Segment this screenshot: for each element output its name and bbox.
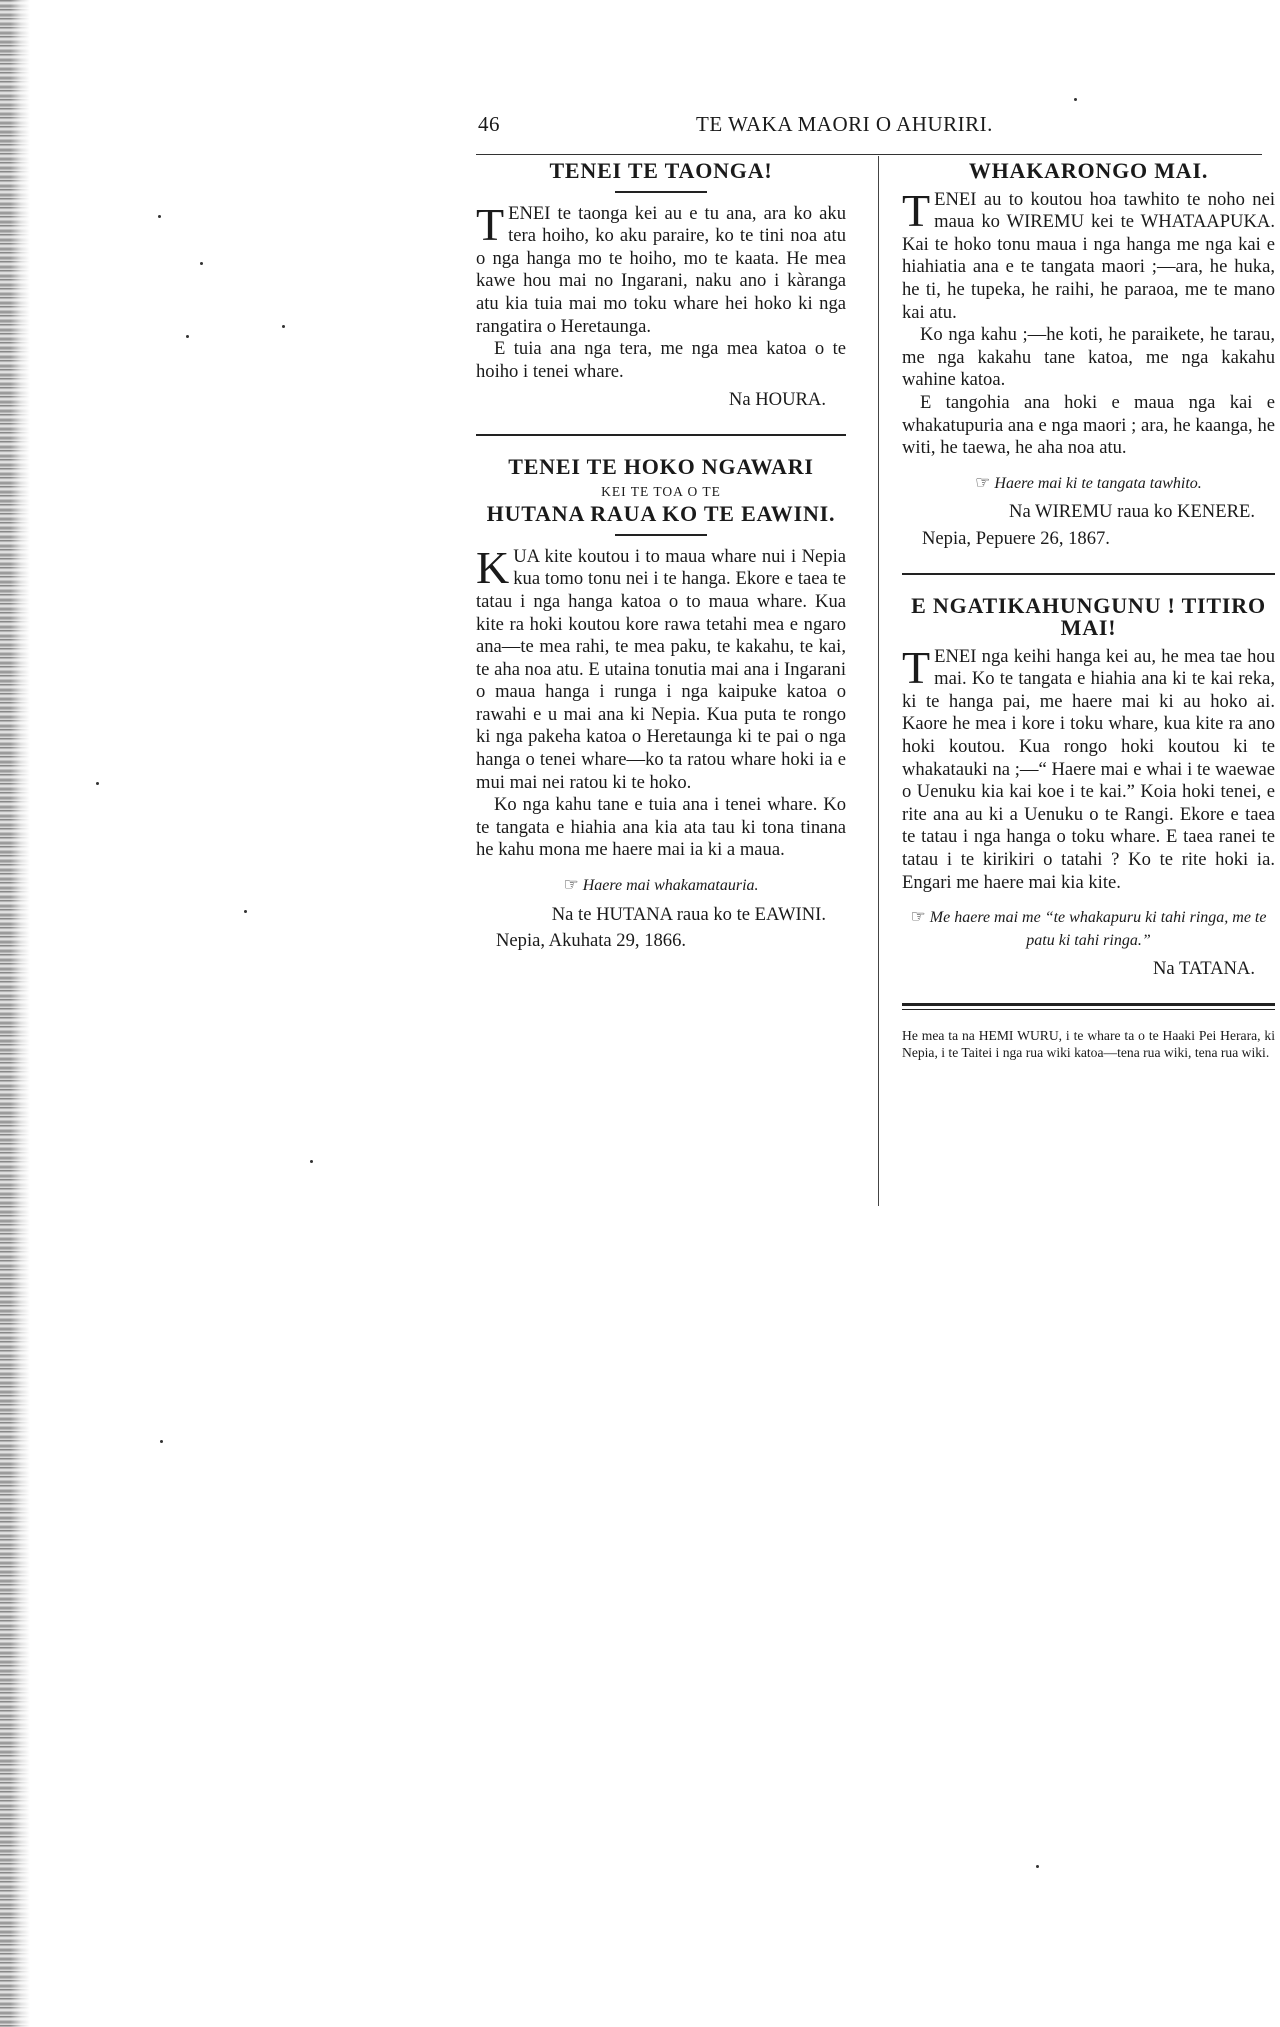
page-number: 46 [478, 112, 500, 136]
scan-speck [186, 335, 189, 338]
title-rule [615, 534, 707, 536]
drop-cap: K [476, 541, 510, 593]
advert-note: ☞ Haere mai whakamatauria. [563, 875, 759, 895]
advert-signature: Na HOURA. [728, 389, 826, 411]
header-rule [476, 154, 1262, 155]
advert-body: ENEI au to koutou hoa tawhito te noho nei maua ko WIREMU kei te WHATAAPUKA. Kai te hoko tonu maua i nga hanga me nga kai e hiahiatia ana e te tangata maori ;—ara, he huka, he ti, he tupeka, he raihi, he paraoa, me te mano kai atu. [902, 188, 1275, 323]
advert-note: ☞ Haere mai ki te tangata tawhito. [975, 472, 1202, 492]
drop-cap: T [476, 198, 505, 250]
advert-tenei-te-taonga [476, 160, 846, 412]
advert-whakarongo-mai [902, 160, 1275, 551]
scan-speck [282, 325, 285, 328]
advert-date: Nepia, Akuhata 29, 1866. [496, 930, 687, 952]
double-rule [902, 1003, 1275, 1010]
advert-paragraph: Ko nga kahu ;—he koti, he paraikete, he tarau, me nga kakahu tane katoa, me nga kakahu wahine katoa. [902, 324, 1275, 391]
column-divider [878, 156, 879, 1206]
pointing-hand-icon: ☞ [910, 907, 926, 927]
advert-signature: Na te HUTANA raua ko te EAWINI. [551, 903, 826, 925]
left-column [476, 160, 846, 953]
advert-title: TENEI TE TAONGA! [549, 158, 773, 183]
scan-speck [244, 910, 247, 913]
page-header [478, 112, 1258, 142]
scan-speck [160, 1440, 163, 1443]
running-head: TE WAKA MAORI O AHURIRI. [696, 112, 993, 136]
advert-date: Nepia, Pepuere 26, 1867. [922, 527, 1110, 549]
scan-speck [200, 262, 203, 265]
advert-paragraph: E tangohia ana hoki e maua nga kai e whakatupuria ana e nga maori ; ara, he kaanga, he witi, he taewa, he aha noa atu. [902, 391, 1275, 459]
right-column [902, 160, 1275, 1061]
advert-title: TENEI TE HOKO NGAWARI [508, 453, 814, 479]
scan-speck [158, 215, 161, 218]
advert-title: E NGATIKAHUNGUNU ! TITIRO MAI! [911, 592, 1266, 641]
advert-ngatikahungunu [902, 592, 1275, 982]
scan-edge-shadow [0, 0, 30, 2027]
printer-imprint: He mea ta na HEMI WURU, i te whare ta o te Haaki Pei Herara, ki Nepia, i te Taitei i nga rua wiki katoa—tena rua wiki, tena rua wiki. [902, 1028, 1275, 1060]
scan-speck [310, 1160, 313, 1163]
advert-signature: Na TATANA. [1152, 958, 1255, 980]
advert-paragraph: E tuia ana nga tera, me nga mea katoa o te hoiho i tenei whare. [476, 338, 846, 382]
scan-speck [1036, 1865, 1039, 1868]
advert-note: ☞ Me haere mai me “te whakapuru ki tahi ringa, me te patu ki tahi ringa.” [910, 907, 1267, 949]
scan-speck [96, 782, 99, 785]
drop-cap: T [902, 184, 931, 236]
scan-speck [1074, 98, 1077, 101]
section-rule [902, 573, 1275, 575]
advert-body: ENEI nga keihi hanga kei au, he mea tae hou mai. Ko te tangata e hiahia ana ki te kai reka, ki te hanga pai, me haere mai ki au hoko ai. Kaore he mea i kore i toku whare, kua kite ra ano hoki koutou. Kua rongo hoki koutou ki te whakatauki na ;—“ Haere mai e whai i te waewae o Uenuku kia kai koe i te kai.” Koia hoki tenei, e rite ana au ki a Uenuku o te Rangi. Ekore e taea te tatau i nga hanga o toku whare. E taea ranei te tatau i te kirikiri o tatahi ? Ko te rite hoki ia. Engari me haere mai kia kite. [902, 645, 1275, 893]
title-rule [615, 191, 707, 193]
advert-paragraph: Ko nga kahu tane e tuia ana i tenei whare. Ko te tangata e hiahia ana kia ata tau ki tona tinana he kahu mona me haere mai ia ki a maua. [476, 794, 846, 861]
advert-subtitle: KEI TE TOA O TE [601, 483, 721, 499]
section-rule [476, 434, 846, 436]
pointing-hand-icon: ☞ [975, 472, 991, 492]
advert-body: UA kite koutou i to maua whare nui i Nepia kua tomo tonu nei i te hanga. Ekore e taea te tatau i nga hanga katoa o to maua whare. Kua kite ra hoki koutou kore rawa tetahi mea e ngaro ana—te mea rahi, te mea paku, te kakahu, te kai, te aha noa atu. E utaina tonutia mai ana i Ingarani o maua hanga i runga i nga kaipuke katoa o rawahi e u mai ana ki Nepia. Kua puta te rongo ki nga pakeha katoa o Heretaunga ki te pai o nga hanga o tenei whare—ko ta ratou whare hoki ia e mui mai nei ratou ki te hoko. [476, 545, 846, 793]
advert-hoko-ngawari [476, 453, 846, 953]
drop-cap: T [902, 641, 931, 693]
advert-signature: Na WIREMU raua ko KENERE. [1009, 501, 1255, 523]
advert-body: ENEI te taonga kei au e tu ana, ara ko aku tera hoiho, ko aku paraire, ko te tini noa atu o nga hanga mo te hoiho, mo te kaata. He mea kawe hou mai no Ingarani, naku ano i kàranga atu kia tuia mai mo toku whare hei hoko ki nga rangatira o Heretaunga. [476, 202, 846, 337]
pointing-hand-icon: ☞ [563, 875, 579, 895]
advert-title: WHAKARONGO MAI. [968, 158, 1209, 183]
advert-title-line2: HUTANA RAUA KO TE EAWINI. [486, 501, 836, 527]
